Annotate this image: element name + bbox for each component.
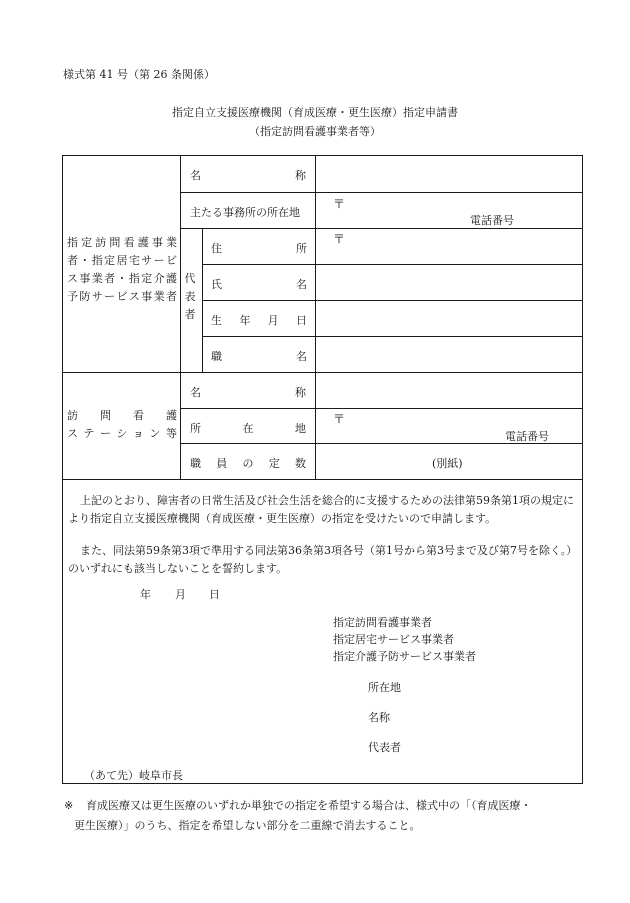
- office-location-field[interactable]: [316, 193, 582, 228]
- station-category-label: 訪問看護 ステーション等: [67, 409, 177, 440]
- station-name-label: 名 称: [190, 386, 306, 399]
- signature-name-label: 名称: [368, 711, 390, 724]
- rep-name-field[interactable]: [316, 265, 582, 300]
- signatory-type: 指定介護予防サービス事業者: [333, 650, 476, 663]
- station-name-field[interactable]: [316, 373, 582, 408]
- station-phone-label: 電話番号: [505, 430, 549, 443]
- applicant-name-label: 名 称: [190, 169, 306, 182]
- rep-birthdate-field[interactable]: [316, 301, 582, 336]
- table-divider: [62, 479, 583, 480]
- office-postal-mark: 〒: [333, 197, 346, 211]
- rep-address-field[interactable]: [316, 229, 582, 264]
- applicant-category-label: 指定訪問看護事業 者・指定居宅サービ ス事業者・指定介護 予防サービス事業者: [67, 236, 177, 303]
- representative-label: 代 表 者: [184, 272, 196, 321]
- station-postal-mark: 〒: [333, 412, 346, 426]
- date-month-label: 月: [175, 588, 186, 601]
- form-subtitle: （指定訪問看護事業者等）: [249, 125, 381, 138]
- rep-title-label: 職 名: [211, 350, 307, 363]
- addressee: （あて先）岐阜市長: [84, 769, 183, 782]
- office-phone-label: 電話番号: [470, 214, 514, 227]
- pledge-declaration: また、同法第59条第3項で準用する同法第36条第3項各号（第1号から第3号まで及び第7号を除く。）のいずれにも該当しないことを誓約します。: [68, 544, 578, 575]
- applicant-name-field[interactable]: [316, 156, 582, 192]
- signature-location-label: 所在地: [368, 681, 401, 694]
- office-location-label: 主たる事務所の所在地: [190, 206, 300, 219]
- form-title: 指定自立支援医療機関（育成医療・更生医療）指定申請書: [172, 106, 458, 119]
- rep-title-field[interactable]: [316, 337, 582, 372]
- date-year-label: 年: [140, 588, 151, 601]
- form-number: 様式第 41 号（第 26 条関係）: [63, 68, 215, 81]
- signatory-type: 指定居宅サービス事業者: [333, 633, 454, 646]
- rep-postal-mark: 〒: [333, 232, 346, 246]
- application-declaration: 上記のとおり、障害者の日常生活及び社会生活を総合的に支援するための法律第59条第1項の規定により指定自立支援医療機関（育成医療・更生医療）の指定を受けたいので申請します。: [68, 494, 574, 525]
- note-line1: 育成医療又は更生医療のいずれか単独での指定を希望する場合は、様式中の「（育成医療・: [86, 799, 532, 812]
- note-mark: ※: [64, 799, 74, 812]
- station-location-label: 所 在 地: [190, 422, 306, 435]
- date-day-label: 日: [209, 588, 220, 601]
- table-divider: [180, 155, 181, 479]
- signatory-type: 指定訪問看護事業者: [333, 616, 432, 629]
- staff-count-value: (別紙): [432, 457, 463, 470]
- station-location-field[interactable]: [316, 409, 582, 443]
- rep-name-label: 氏 名: [211, 278, 307, 291]
- note-line2: 更生医療）」のうち、指定を希望しない部分を二重線で消去すること。: [74, 819, 421, 832]
- signature-representative-label: 代表者: [368, 741, 401, 754]
- rep-address-label: 住 所: [211, 242, 307, 255]
- rep-birthdate-label: 生 年 月 日: [211, 314, 307, 327]
- staff-count-label: 職 員 の 定 数: [190, 457, 306, 470]
